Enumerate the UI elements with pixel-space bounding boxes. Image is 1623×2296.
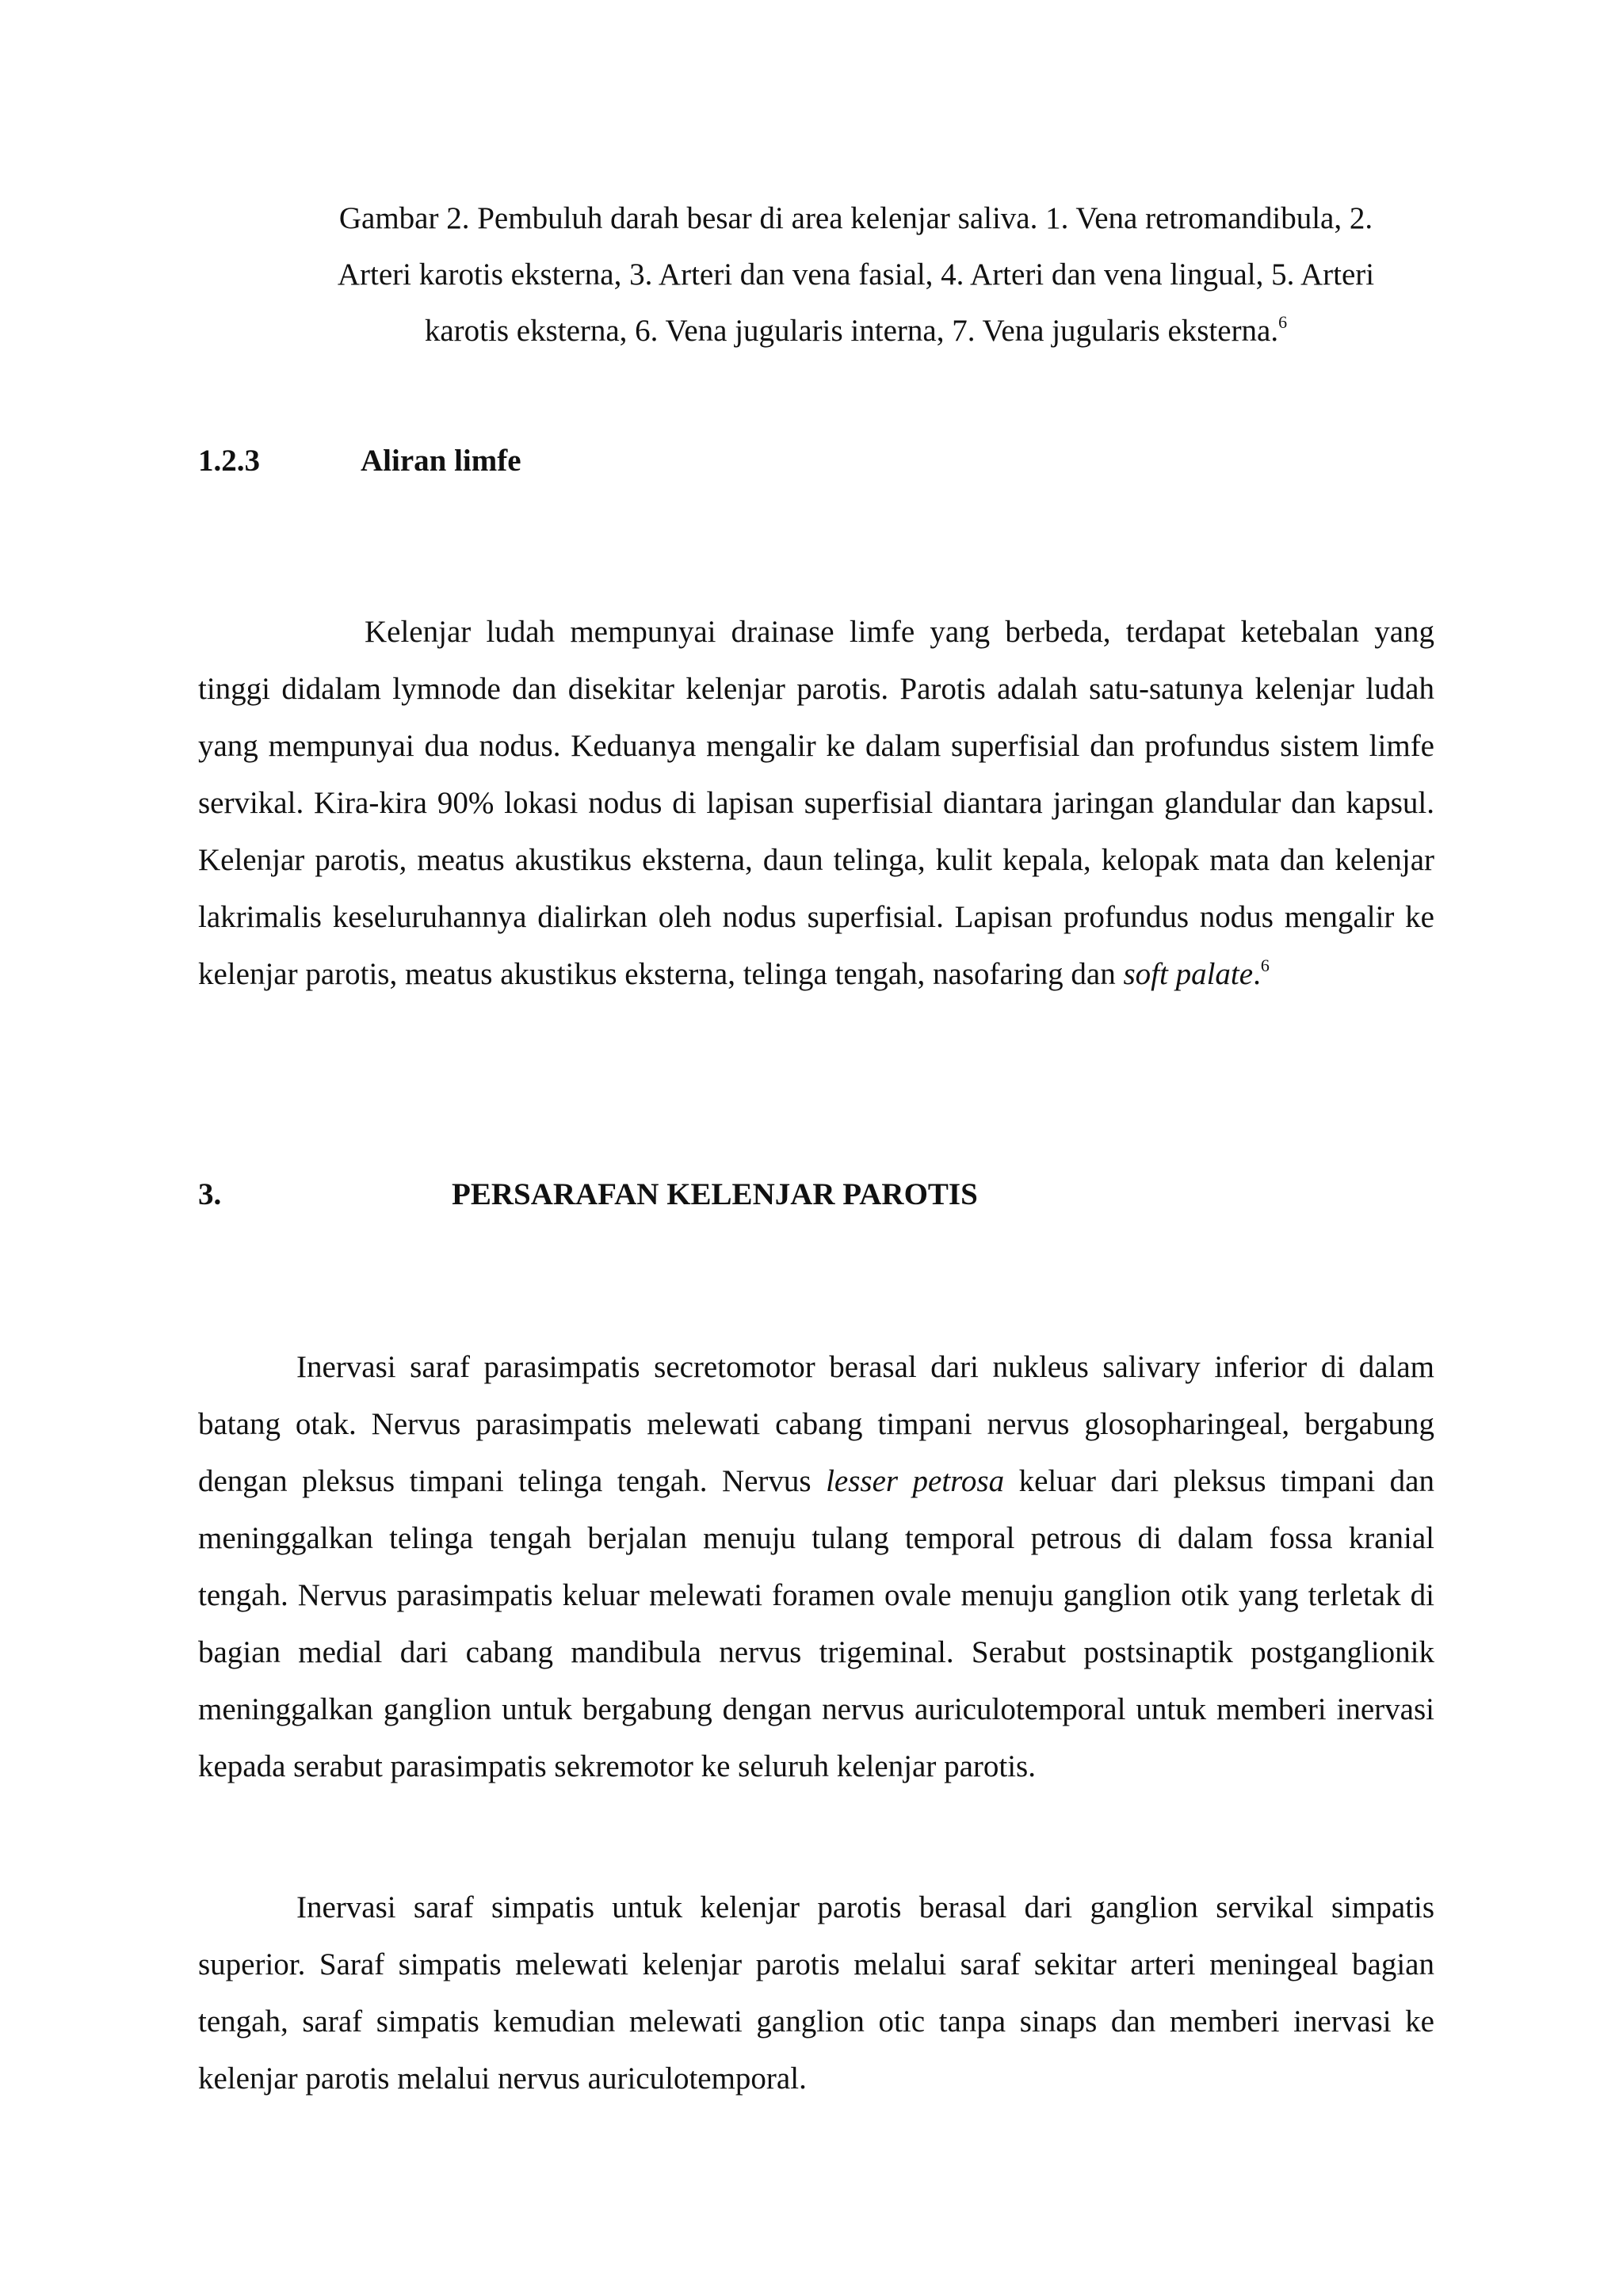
section-number: 1.2.3 — [198, 444, 260, 478]
paragraph-text: Inervasi saraf simpatis untuk kelenjar parotis berasal dari ganglion servikal simpatis superior. Saraf simpatis melewati kelenjar parotis melalui saraf sekitar arteri meningeal bagian tengah, saraf simpatis kemudian melewati ganglion otic tanpa sinaps dan memberi inervasi ke kelenjar parotis melalui nervus auriculotemporal. — [198, 1890, 1434, 2096]
figure-caption-reference: 6 — [1278, 312, 1288, 332]
reference-superscript: 6 — [1260, 955, 1270, 975]
section-heading-1-2-3 — [198, 441, 521, 481]
paragraph-text: keluar dari pleksus timpani dan meninggalkan telinga tengah berjalan menuju tulang temporal petrous di dalam fossa kranial tengah. Nervus parasimpatis keluar melewati foramen ovale menuju ganglion otik yang terletak di bagian medial dari cabang mandibula nervus trigeminal. Serabut postsinaptik postganglionik meninggalkan ganglion untuk bergabung dengan nervus auriculotemporal untuk memberi inervasi kepada serabut parasimpatis sekremotor ke seluruh kelenjar parotis. — [198, 1464, 1434, 1783]
paragraph-parasimpatis — [198, 1339, 1434, 1795]
paragraph-text: . — [1253, 957, 1261, 991]
paragraph-text: Kelenjar ludah mempunyai drainase limfe yang berbeda, terdapat ketebalan yang tinggi didalam lymnode dan disekitar kelenjar parotis. Parotis adalah satu-satunya kelenjar ludah yang mempunyai dua nodus. Keduanya mengalir ke dalam superfisial dan profundus sistem limfe servikal. Kira-kira 90% lokasi nodus di lapisan superfisial diantara jaringan glandular dan kapsul. Kelenjar parotis — [198, 615, 1434, 877]
paragraph-text: Inervasi saraf parasimpatis secretomotor berasal dari nukleus salivary inferior di dalam batang otak. Nervus parasimpatis melewati cabang timpani nervus glosopharingeal, bergabung dengan pleksus timpani telinga tengah. Nervus — [198, 1350, 1434, 1498]
paragraph-aliran-limfe — [198, 604, 1434, 1003]
paragraph-italic-comma: , — [399, 843, 407, 877]
figure-caption — [301, 190, 1411, 359]
section-title: Aliran limfe — [361, 444, 521, 478]
section-title: PERSARAFAN KELENJAR PAROTIS — [452, 1177, 978, 1211]
italic-term: soft palate — [1123, 957, 1254, 991]
paragraph-text: meatus akustikus eksterna, daun telinga, kulit kepala, kelopak mata dan kelenjar lakrimalis keseluruhannya dialirkan oleh nodus superfisial. Lapisan profundus nodus mengalir ke kelenjar parotis, meatus akustikus eksterna, telinga tengah, nasofaring dan — [198, 843, 1434, 991]
section-number: 3. — [198, 1177, 222, 1211]
section-heading-3 — [198, 1175, 978, 1215]
italic-term: lesser petrosa — [826, 1464, 1005, 1498]
figure-caption-text: Gambar 2. Pembuluh darah besar di area kelenjar saliva. 1. Vena retromandibula, 2. Arteri karotis eksterna, 3. Arteri dan vena fasial, 4. Arteri dan vena lingual, 5. Arteri karotis eksterna, 6. Vena jugularis interna, 7. Vena jugularis eksterna. — [337, 201, 1375, 348]
paragraph-simpatis — [198, 1879, 1434, 2107]
